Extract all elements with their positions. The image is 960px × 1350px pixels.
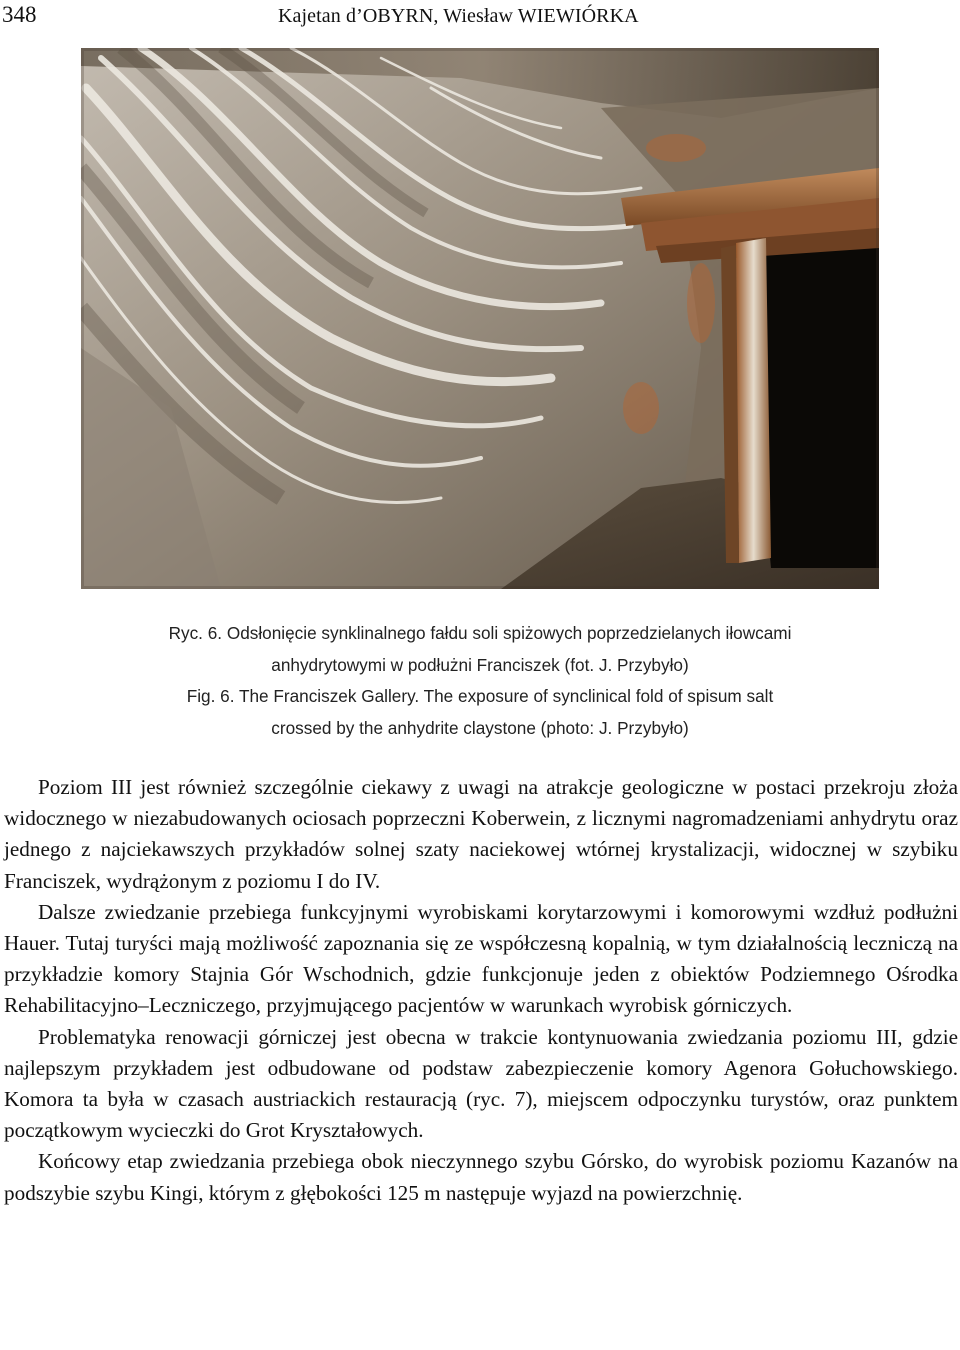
figure-photo-salt-gallery bbox=[81, 48, 879, 589]
page-header bbox=[0, 0, 960, 34]
paragraph: Problematyka renowacji górniczej jest obecna w trakcie kontynuowania zwiedzania poziomu III, gdzie najlepszym przykładem jest odbudowane od podstaw zabezpieczenie komory Agenora Gołuchowskiego. Komora ta była w czasach austriackich restauracją (ryc. 7), miejscem odpoczynku turystów, oraz punktem początkowym wycieczki do Grot Kryształowych. bbox=[4, 1024, 958, 1143]
paragraph: Dalsze zwiedzanie przebiega funkcyjnymi wyrobiskami korytarzowymi i komorowymi wzdłuż podłużni Hauer. Tutaj turyści mają możliwość zapoznania się ze współczesną kopalnią, w tym działalnością leczniczą na przykładzie komory Stajnia Gór Wschodnich, gdzie funkcjonuje jeden z obiektów Podziemnego Ośrodka Rehabilitacyjno–Leczniczego, przyjmującego pacjentów w warunkach wyrobisk górniczych. bbox=[4, 899, 958, 1018]
caption-pl-line-2: anhydrytowymi w podłużni Franciszek (fot. J. Przybyło) bbox=[271, 654, 689, 675]
paragraph: Końcowy etap zwiedzania przebiega obok nieczynnego szybu Górsko, do wyrobisk poziomu Kazanów na podszybie szybu Kingi, którym z głębokości 125 m następuje wyjazd na powierzchnię. bbox=[4, 1149, 958, 1205]
caption-pl-line-1: Ryc. 6. Odsłonięcie synklinalnego fałdu soli spiżowych poprzedzielanych iłowcami bbox=[168, 623, 792, 643]
photo-illustration bbox=[81, 48, 879, 589]
paragraph: Poziom III jest również szczególnie ciekawy z uwagi na atrakcje geologiczne w postaci przekroju złoża widocznego w niezabudowanych ociosach poprzeczni Koberwein, z licznymi nagromadzeniami anhydrytu oraz jednego z najciekawszych przykładów solnej szaty naciekowej wtórnej krystalizacji, widocznej w szybiku Franciszek, wydrążonym z poziomu I do IV. bbox=[4, 775, 958, 893]
figure-caption bbox=[40, 618, 920, 744]
caption-en-line-2: crossed by the anhydrite claystone (photo: J. Przybyło) bbox=[271, 717, 689, 738]
running-head: Kajetan d’OBYRN, Wiesław WIEWIÓRKA bbox=[278, 5, 639, 27]
page-number: 348 bbox=[2, 2, 37, 27]
body-text bbox=[4, 772, 958, 1209]
caption-en-line-1: Fig. 6. The Franciszek Gallery. The exposure of synclinical fold of spisum salt bbox=[186, 686, 774, 706]
